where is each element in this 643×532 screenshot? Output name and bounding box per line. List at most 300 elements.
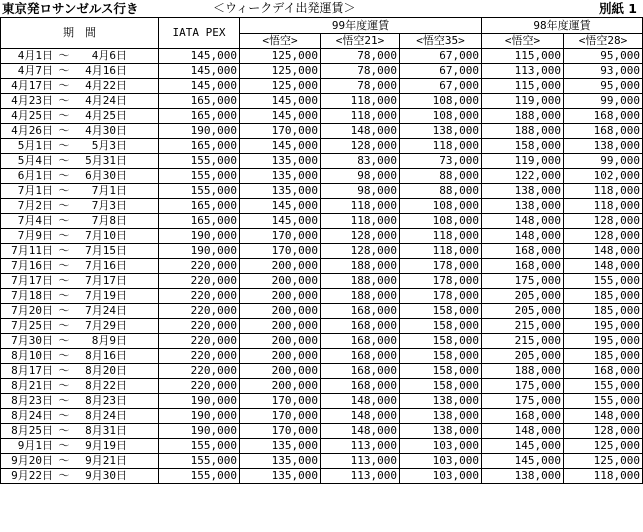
period-end: 8月22日 <box>85 379 127 392</box>
table-row <box>1 109 643 124</box>
fare-cell-g98a: 188,000 <box>482 109 564 124</box>
fare-cell-iata: 220,000 <box>159 364 240 379</box>
fare-cell-g99b: 148,000 <box>321 409 400 424</box>
fare-cell-g98b: 102,000 <box>564 169 643 184</box>
fare-cell-g99a: 145,000 <box>240 139 321 154</box>
fare-cell-g99b: 78,000 <box>321 49 400 64</box>
fare-cell-iata: 220,000 <box>159 349 240 364</box>
fare-cell-g99b: 188,000 <box>321 259 400 274</box>
fare-cell-g99b: 188,000 <box>321 274 400 289</box>
fare-cell-iata: 190,000 <box>159 244 240 259</box>
period-start: 4月7日 <box>17 64 53 77</box>
period-end: 4月24日 <box>85 94 127 107</box>
fare-cell-g99b: 128,000 <box>321 244 400 259</box>
fare-cell-g99b: 168,000 <box>321 304 400 319</box>
period-separator: ～ <box>58 274 70 287</box>
fare-cell-g98b: 128,000 <box>564 229 643 244</box>
fare-cell-g98a: 205,000 <box>482 289 564 304</box>
period-start: 8月21日 <box>11 379 53 392</box>
fare-cell-g99b: 113,000 <box>321 439 400 454</box>
fare-cell-g99b: 168,000 <box>321 379 400 394</box>
period-separator: ～ <box>58 289 70 302</box>
period-end: 7月24日 <box>85 304 127 317</box>
period-end: 4月25日 <box>85 109 127 122</box>
subheader-fy99-goku21: <悟空21> <box>321 34 400 49</box>
fare-cell-g99c: 118,000 <box>400 244 482 259</box>
fare-cell-g98b: 99,000 <box>564 154 643 169</box>
table-row <box>1 229 643 244</box>
fare-cell-g99c: 103,000 <box>400 469 482 484</box>
fare-cell-g99a: 200,000 <box>240 349 321 364</box>
fare-cell-g98b: 128,000 <box>564 214 643 229</box>
fare-cell-g98b: 138,000 <box>564 139 643 154</box>
period-end: 8月31日 <box>85 424 127 437</box>
period-cell <box>1 334 159 349</box>
fare-cell-g99c: 103,000 <box>400 454 482 469</box>
fare-cell-g99c: 158,000 <box>400 364 482 379</box>
fare-cell-g99c: 88,000 <box>400 184 482 199</box>
period-start: 7月1日 <box>17 184 53 197</box>
fare-cell-g98b: 148,000 <box>564 244 643 259</box>
fare-cell-iata: 220,000 <box>159 379 240 394</box>
fare-cell-g99b: 148,000 <box>321 394 400 409</box>
fare-cell-iata: 190,000 <box>159 424 240 439</box>
period-cell <box>1 64 159 79</box>
fare-cell-g99a: 135,000 <box>240 469 321 484</box>
table-row <box>1 274 643 289</box>
fare-cell-g98a: 115,000 <box>482 79 564 94</box>
period-cell <box>1 199 159 214</box>
period-cell <box>1 454 159 469</box>
table-row <box>1 169 643 184</box>
fare-cell-g98a: 113,000 <box>482 64 564 79</box>
fare-cell-iata: 155,000 <box>159 154 240 169</box>
period-cell <box>1 49 159 64</box>
fare-cell-g99c: 67,000 <box>400 79 482 94</box>
period-start: 8月25日 <box>11 424 53 437</box>
period-end: 9月19日 <box>85 439 127 452</box>
fare-cell-g98a: 205,000 <box>482 304 564 319</box>
subheader-fy98-goku28: <悟空28> <box>564 34 643 49</box>
period-cell <box>1 169 159 184</box>
period-start: 7月4日 <box>17 214 53 227</box>
table-row <box>1 94 643 109</box>
period-separator: ～ <box>58 154 70 167</box>
fare-cell-iata: 220,000 <box>159 289 240 304</box>
table-row <box>1 49 643 64</box>
fare-cell-g99c: 178,000 <box>400 259 482 274</box>
page-subtitle: ＜ウィークデイ出発運賃＞ <box>213 1 356 15</box>
fare-cell-g99a: 135,000 <box>240 154 321 169</box>
period-cell <box>1 79 159 94</box>
fare-cell-iata: 155,000 <box>159 454 240 469</box>
period-start: 7月2日 <box>17 199 53 212</box>
period-end: 8月24日 <box>85 409 127 422</box>
fare-cell-g99c: 108,000 <box>400 214 482 229</box>
fare-cell-g99b: 118,000 <box>321 94 400 109</box>
attachment-label: 別紙 1 <box>598 1 637 16</box>
period-start: 7月25日 <box>11 319 53 332</box>
fare-cell-g99c: 108,000 <box>400 94 482 109</box>
period-separator: ～ <box>58 469 70 482</box>
table-row <box>1 424 643 439</box>
fare-cell-g99a: 135,000 <box>240 184 321 199</box>
period-cell <box>1 364 159 379</box>
period-end: 7月3日 <box>91 199 127 212</box>
fare-cell-g98b: 155,000 <box>564 379 643 394</box>
fare-cell-g99a: 200,000 <box>240 364 321 379</box>
fare-cell-g99b: 113,000 <box>321 454 400 469</box>
period-separator: ～ <box>58 229 70 242</box>
fare-cell-iata: 145,000 <box>159 79 240 94</box>
period-separator: ～ <box>58 199 70 212</box>
fare-cell-g98a: 115,000 <box>482 49 564 64</box>
table-row <box>1 289 643 304</box>
fare-cell-iata: 165,000 <box>159 214 240 229</box>
subheader-fy98-goku: <悟空> <box>482 34 564 49</box>
period-end: 6月30日 <box>85 169 127 182</box>
period-start: 8月10日 <box>11 349 53 362</box>
table-row <box>1 334 643 349</box>
period-start: 4月26日 <box>11 124 53 137</box>
fare-cell-g99c: 67,000 <box>400 49 482 64</box>
fare-cell-g99c: 158,000 <box>400 334 482 349</box>
fare-cell-iata: 220,000 <box>159 319 240 334</box>
fare-cell-g98a: 188,000 <box>482 364 564 379</box>
group-header-fy98: 98年度運賃 <box>482 18 643 34</box>
period-end: 5月3日 <box>91 139 127 152</box>
fare-table <box>0 17 643 484</box>
period-start: 4月17日 <box>11 79 53 92</box>
fare-cell-g98b: 195,000 <box>564 319 643 334</box>
fare-cell-g98b: 95,000 <box>564 79 643 94</box>
fare-cell-g98b: 99,000 <box>564 94 643 109</box>
fare-cell-g99c: 178,000 <box>400 289 482 304</box>
period-end: 7月19日 <box>85 289 127 302</box>
table-row <box>1 454 643 469</box>
fare-cell-g98a: 122,000 <box>482 169 564 184</box>
fare-cell-g98b: 168,000 <box>564 109 643 124</box>
period-end: 9月21日 <box>85 454 127 467</box>
period-separator: ～ <box>58 169 70 182</box>
subheader-fy99-goku35: <悟空35> <box>400 34 482 49</box>
fare-cell-g99c: 138,000 <box>400 424 482 439</box>
page-title: 東京発ロサンゼルス行き <box>2 1 139 16</box>
period-end: 7月16日 <box>85 259 127 272</box>
fare-cell-g99a: 200,000 <box>240 289 321 304</box>
period-separator: ～ <box>58 79 70 92</box>
fare-cell-g99c: 88,000 <box>400 169 482 184</box>
fare-cell-iata: 220,000 <box>159 259 240 274</box>
period-end: 9月30日 <box>85 469 127 482</box>
group-header-fy99: 99年度運賃 <box>240 18 482 34</box>
period-start: 7月30日 <box>11 334 53 347</box>
fare-cell-g99a: 170,000 <box>240 394 321 409</box>
fare-cell-g99a: 125,000 <box>240 49 321 64</box>
fare-cell-g98a: 119,000 <box>482 154 564 169</box>
fare-cell-g98b: 185,000 <box>564 289 643 304</box>
fare-cell-g99b: 118,000 <box>321 109 400 124</box>
fare-cell-g98a: 168,000 <box>482 244 564 259</box>
table-row <box>1 349 643 364</box>
fare-cell-g99a: 145,000 <box>240 214 321 229</box>
period-separator: ～ <box>58 109 70 122</box>
period-cell <box>1 214 159 229</box>
fare-cell-g98a: 215,000 <box>482 319 564 334</box>
fare-cell-g98a: 188,000 <box>482 124 564 139</box>
period-separator: ～ <box>58 334 70 347</box>
fare-cell-iata: 190,000 <box>159 229 240 244</box>
period-cell <box>1 229 159 244</box>
fare-cell-g98b: 148,000 <box>564 259 643 274</box>
fare-cell-g98b: 118,000 <box>564 184 643 199</box>
period-end: 7月29日 <box>85 319 127 332</box>
fare-cell-g99a: 200,000 <box>240 259 321 274</box>
fare-cell-g99b: 78,000 <box>321 64 400 79</box>
fare-cell-g98b: 125,000 <box>564 439 643 454</box>
fare-cell-g98b: 155,000 <box>564 274 643 289</box>
period-start: 8月23日 <box>11 394 53 407</box>
table-row <box>1 79 643 94</box>
subheader-fy99-goku: <悟空> <box>240 34 321 49</box>
fare-cell-g99c: 138,000 <box>400 409 482 424</box>
fare-cell-iata: 220,000 <box>159 334 240 349</box>
period-separator: ～ <box>58 439 70 452</box>
fare-cell-iata: 165,000 <box>159 109 240 124</box>
period-cell <box>1 379 159 394</box>
period-start: 8月17日 <box>11 364 53 377</box>
period-cell <box>1 469 159 484</box>
table-row <box>1 469 643 484</box>
fare-cell-g99a: 170,000 <box>240 244 321 259</box>
fare-cell-g99a: 145,000 <box>240 109 321 124</box>
period-start: 9月20日 <box>11 454 53 467</box>
period-separator: ～ <box>58 349 70 362</box>
fare-cell-g99b: 148,000 <box>321 424 400 439</box>
fare-cell-g98b: 118,000 <box>564 199 643 214</box>
period-cell <box>1 154 159 169</box>
fare-cell-g98a: 175,000 <box>482 379 564 394</box>
fare-cell-g99a: 125,000 <box>240 79 321 94</box>
fare-cell-g99a: 170,000 <box>240 424 321 439</box>
fare-cell-g99c: 158,000 <box>400 379 482 394</box>
period-separator: ～ <box>58 409 70 422</box>
period-cell <box>1 424 159 439</box>
fare-cell-g99a: 135,000 <box>240 169 321 184</box>
period-end: 8月23日 <box>85 394 127 407</box>
fare-cell-g98a: 138,000 <box>482 469 564 484</box>
fare-cell-g98a: 148,000 <box>482 214 564 229</box>
fare-cell-g99b: 98,000 <box>321 184 400 199</box>
fare-cell-g99a: 135,000 <box>240 439 321 454</box>
period-start: 7月9日 <box>17 229 53 242</box>
table-row <box>1 409 643 424</box>
fare-cell-iata: 155,000 <box>159 169 240 184</box>
period-separator: ～ <box>58 379 70 392</box>
fare-cell-g99b: 128,000 <box>321 229 400 244</box>
period-start: 7月11日 <box>11 244 53 257</box>
fare-cell-g99a: 200,000 <box>240 379 321 394</box>
fare-cell-g99b: 113,000 <box>321 469 400 484</box>
table-row <box>1 244 643 259</box>
fare-cell-g99c: 108,000 <box>400 109 482 124</box>
period-end: 4月6日 <box>91 49 127 62</box>
fare-cell-iata: 155,000 <box>159 439 240 454</box>
period-start: 4月1日 <box>17 49 53 62</box>
fare-cell-g98a: 145,000 <box>482 454 564 469</box>
period-end: 8月16日 <box>85 349 127 362</box>
fare-cell-iata: 190,000 <box>159 394 240 409</box>
fare-cell-g99a: 135,000 <box>240 454 321 469</box>
period-start: 7月17日 <box>11 274 53 287</box>
fare-cell-g99b: 148,000 <box>321 124 400 139</box>
table-row <box>1 64 643 79</box>
table-row <box>1 199 643 214</box>
period-end: 7月8日 <box>91 214 127 227</box>
fare-cell-g99a: 200,000 <box>240 319 321 334</box>
period-cell <box>1 319 159 334</box>
period-start: 9月22日 <box>11 469 53 482</box>
period-end: 5月31日 <box>85 154 127 167</box>
fare-cell-g99c: 118,000 <box>400 229 482 244</box>
fare-cell-g99c: 158,000 <box>400 304 482 319</box>
period-separator: ～ <box>58 424 70 437</box>
fare-cell-g99b: 118,000 <box>321 199 400 214</box>
period-end: 4月16日 <box>85 64 127 77</box>
fare-cell-g98a: 138,000 <box>482 199 564 214</box>
table-row <box>1 319 643 334</box>
fare-cell-g99a: 200,000 <box>240 334 321 349</box>
fare-cell-g98b: 118,000 <box>564 469 643 484</box>
table-row <box>1 184 643 199</box>
period-cell <box>1 259 159 274</box>
fare-cell-g99a: 200,000 <box>240 274 321 289</box>
fare-cell-iata: 145,000 <box>159 64 240 79</box>
fare-cell-g99b: 118,000 <box>321 214 400 229</box>
period-cell <box>1 394 159 409</box>
fare-cell-g98b: 125,000 <box>564 454 643 469</box>
period-cell <box>1 139 159 154</box>
period-start: 6月1日 <box>17 169 53 182</box>
fare-cell-g98b: 128,000 <box>564 424 643 439</box>
fare-table-body <box>1 49 643 484</box>
fare-cell-g99b: 78,000 <box>321 79 400 94</box>
column-header-period: 期 間 <box>1 18 159 49</box>
period-end: 8月20日 <box>85 364 127 377</box>
fare-cell-g98b: 185,000 <box>564 304 643 319</box>
fare-cell-g98a: 215,000 <box>482 334 564 349</box>
fare-cell-g98b: 195,000 <box>564 334 643 349</box>
fare-cell-g98a: 175,000 <box>482 274 564 289</box>
period-end: 4月30日 <box>85 124 127 137</box>
table-row <box>1 364 643 379</box>
fare-cell-g98a: 138,000 <box>482 184 564 199</box>
period-start: 8月24日 <box>11 409 53 422</box>
fare-cell-g99a: 170,000 <box>240 409 321 424</box>
period-cell <box>1 184 159 199</box>
fare-cell-g98a: 145,000 <box>482 439 564 454</box>
fare-cell-g99b: 168,000 <box>321 319 400 334</box>
fare-cell-g98a: 158,000 <box>482 139 564 154</box>
period-separator: ～ <box>58 259 70 272</box>
fare-cell-g99c: 158,000 <box>400 319 482 334</box>
fare-cell-g99a: 200,000 <box>240 304 321 319</box>
period-start: 9月1日 <box>17 439 53 452</box>
fare-cell-iata: 190,000 <box>159 409 240 424</box>
period-end: 7月15日 <box>85 244 127 257</box>
fare-cell-g99c: 158,000 <box>400 349 482 364</box>
fare-cell-g99b: 83,000 <box>321 154 400 169</box>
fare-cell-g98b: 155,000 <box>564 394 643 409</box>
column-header-iata-pex: IATA PEX <box>159 18 240 49</box>
period-separator: ～ <box>58 49 70 62</box>
fare-cell-iata: 145,000 <box>159 49 240 64</box>
table-row <box>1 304 643 319</box>
fare-cell-g98a: 119,000 <box>482 94 564 109</box>
period-start: 7月18日 <box>11 289 53 302</box>
period-separator: ～ <box>58 139 70 152</box>
fare-cell-iata: 220,000 <box>159 274 240 289</box>
table-row <box>1 154 643 169</box>
fare-cell-g98a: 205,000 <box>482 349 564 364</box>
period-separator: ～ <box>58 304 70 317</box>
fare-cell-g99c: 73,000 <box>400 154 482 169</box>
fare-cell-g99b: 98,000 <box>321 169 400 184</box>
fare-cell-g98b: 168,000 <box>564 124 643 139</box>
fare-cell-iata: 220,000 <box>159 304 240 319</box>
period-cell <box>1 109 159 124</box>
fare-cell-g99a: 170,000 <box>240 229 321 244</box>
fare-cell-g99b: 168,000 <box>321 349 400 364</box>
fare-cell-g99c: 138,000 <box>400 124 482 139</box>
fare-cell-g99a: 125,000 <box>240 64 321 79</box>
fare-cell-g99a: 145,000 <box>240 94 321 109</box>
period-separator: ～ <box>58 214 70 227</box>
period-separator: ～ <box>58 364 70 377</box>
period-cell <box>1 304 159 319</box>
period-start: 4月25日 <box>11 109 53 122</box>
period-separator: ～ <box>58 124 70 137</box>
period-cell <box>1 349 159 364</box>
fare-cell-g99c: 138,000 <box>400 394 482 409</box>
period-cell <box>1 289 159 304</box>
fare-cell-iata: 165,000 <box>159 94 240 109</box>
fare-cell-g98b: 168,000 <box>564 364 643 379</box>
table-row <box>1 394 643 409</box>
period-separator: ～ <box>58 64 70 77</box>
table-row <box>1 214 643 229</box>
fare-cell-g98b: 148,000 <box>564 409 643 424</box>
fare-cell-g98a: 148,000 <box>482 229 564 244</box>
fare-cell-g99b: 168,000 <box>321 364 400 379</box>
fare-cell-g98a: 168,000 <box>482 409 564 424</box>
table-row <box>1 139 643 154</box>
period-end: 4月22日 <box>85 79 127 92</box>
fare-cell-g99b: 128,000 <box>321 139 400 154</box>
period-end: 8月9日 <box>91 334 127 347</box>
fare-cell-iata: 165,000 <box>159 199 240 214</box>
fare-cell-g98b: 95,000 <box>564 49 643 64</box>
fare-cell-g99c: 178,000 <box>400 274 482 289</box>
period-separator: ～ <box>58 454 70 467</box>
period-separator: ～ <box>58 94 70 107</box>
fare-cell-g99b: 168,000 <box>321 334 400 349</box>
period-separator: ～ <box>58 319 70 332</box>
period-start: 7月20日 <box>11 304 53 317</box>
table-row <box>1 439 643 454</box>
period-cell <box>1 124 159 139</box>
table-row <box>1 379 643 394</box>
